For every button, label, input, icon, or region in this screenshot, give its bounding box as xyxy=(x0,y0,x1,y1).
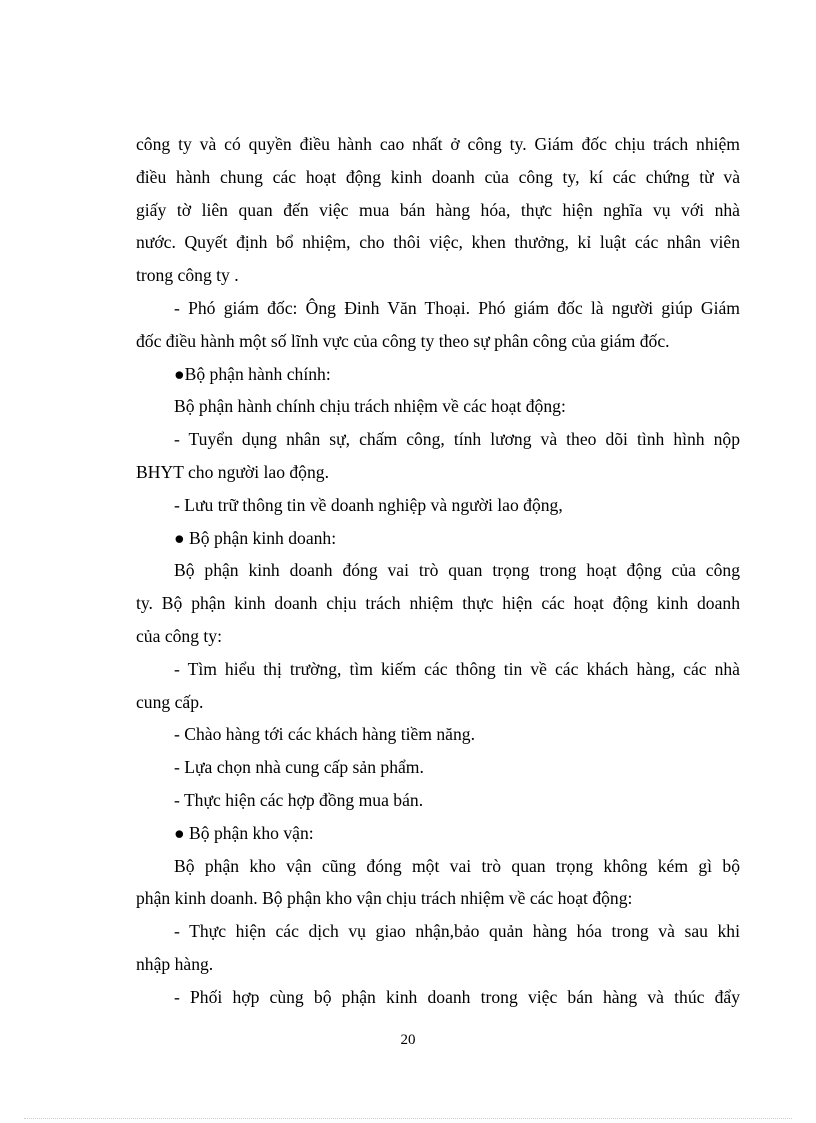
text-line: - Lựa chọn nhà cung cấp sản phẩm. xyxy=(174,757,424,778)
text-line: công ty và có quyền điều hành cao nhất ở công ty. Giám đốc chịu trách nhiệm xyxy=(136,134,740,154)
text-line: - Phối hợp cùng bộ phận kinh doanh trong việc bán hàng và thúc đẩy xyxy=(174,986,740,1007)
text-line: giấy tờ liên quan đến việc mua bán hàng hóa, thực hiện nghĩa vụ với nhà xyxy=(136,199,740,220)
text-line: - Thực hiện các hợp đồng mua bán. xyxy=(174,789,424,810)
page-number: 20 xyxy=(400,1032,416,1048)
text-line: - Tuyển dụng nhân sự, chấm công, tính lương và theo dõi tình hình nộp xyxy=(174,429,740,450)
section-heading: ● Bộ phận kho vận: xyxy=(174,822,314,843)
text-line: - Thực hiện các dịch vụ giao nhận,bảo quản hàng hóa trong và sau khi xyxy=(174,921,740,942)
text-line: - Tìm hiểu thị trường, tìm kiếm các thông tin về các khách hàng, các nhà xyxy=(174,658,740,679)
text-line: trong công ty . xyxy=(136,265,239,286)
text-line: điều hành chung các hoạt động kinh doanh của công ty, kí các chứng từ và xyxy=(136,166,740,187)
text-line: - Lưu trữ thông tin về doanh nghiệp và người lao động, xyxy=(174,494,563,515)
text-line: BHYT cho người lao động. xyxy=(136,461,329,482)
text-line: Bộ phận hành chính chịu trách nhiệm về các hoạt động: xyxy=(174,396,566,417)
text-line: nước. Quyết định bổ nhiệm, cho thôi việc, khen thưởng, kỉ luật các nhân viên xyxy=(136,232,740,253)
document-body xyxy=(136,128,740,1014)
text-line: cung cấp. xyxy=(136,691,204,712)
text-line: Bộ phận kinh doanh đóng vai trò quan trọng trong hoạt động của công xyxy=(174,560,740,581)
text-line: Bộ phận kho vận cũng đóng một vai trò quan trọng không kém gì bộ xyxy=(174,855,740,876)
text-line: phận kinh doanh. Bộ phận kho vận chịu trách nhiệm về các hoạt động: xyxy=(136,888,633,909)
text-line: nhập hàng. xyxy=(136,953,214,974)
text-line: - Chào hàng tới các khách hàng tiềm năng. xyxy=(174,724,475,745)
section-heading: ●Bộ phận hành chính: xyxy=(174,363,331,384)
text-line: ty. Bộ phận kinh doanh chịu trách nhiệm thực hiện các hoạt động kinh doanh xyxy=(136,593,740,614)
text-line: - Phó giám đốc: Ông Đinh Văn Thoại. Phó giám đốc là người giúp Giám xyxy=(174,297,740,318)
text-line: đốc điều hành một số lĩnh vực của công ty theo sự phân công của giám đốc. xyxy=(136,330,670,351)
page-bottom-border xyxy=(24,1118,792,1119)
text-line: của công ty: xyxy=(136,625,222,646)
section-heading: ● Bộ phận kinh doanh: xyxy=(174,527,337,548)
